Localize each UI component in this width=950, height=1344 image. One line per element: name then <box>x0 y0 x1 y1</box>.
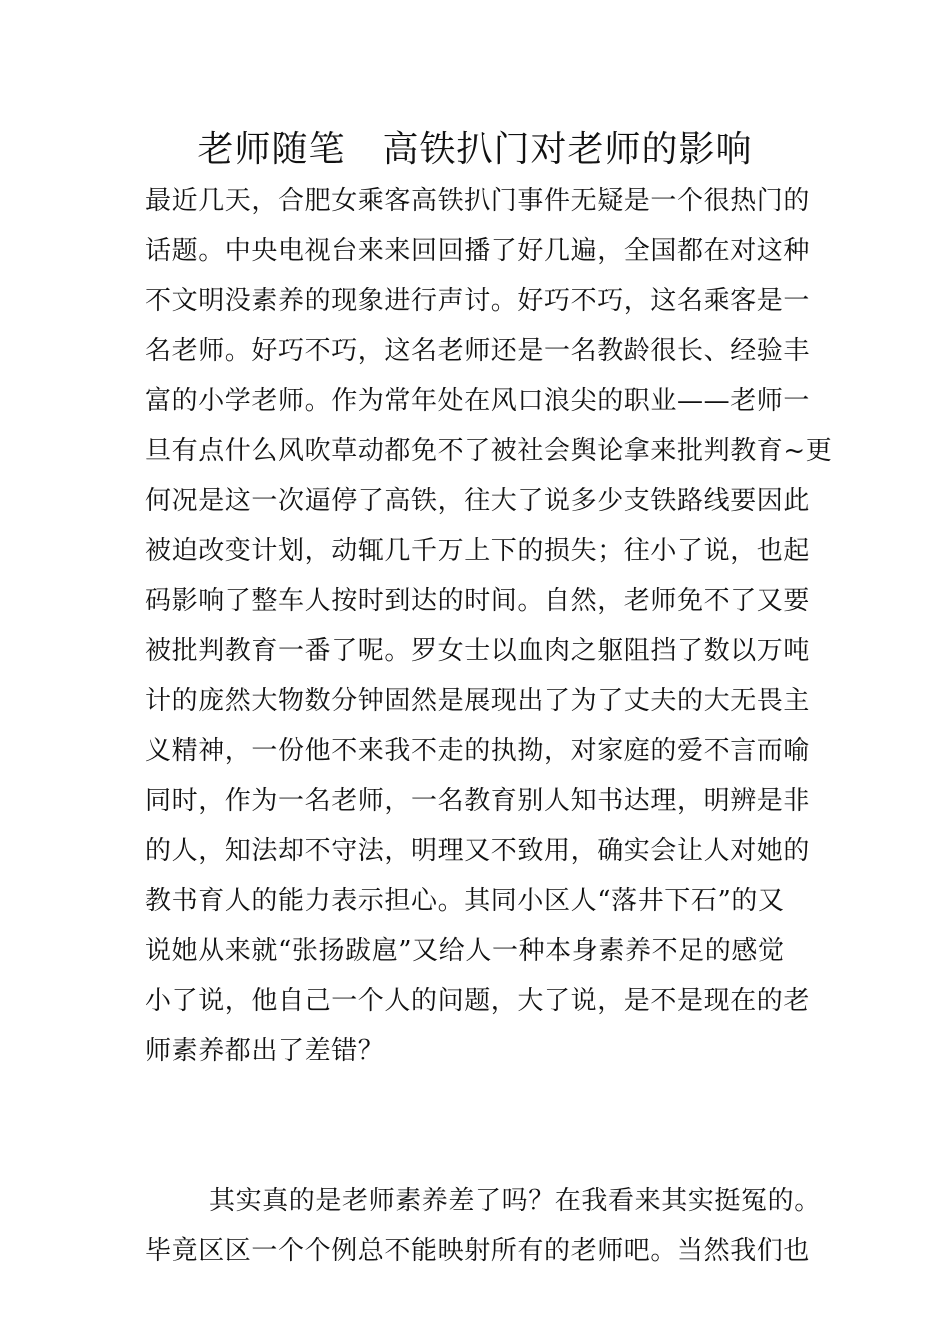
paragraph-1-line: 的人，知法却不守法，明理又不致用，确实会让人对她的 <box>145 836 811 866</box>
paragraph-2-line: 毕竟区区一个个例总不能映射所有的老师吧。当然我们也 <box>145 1236 811 1266</box>
paragraph-1-line: 同时，作为一名老师，一名教育别人知书达理，明辨是非 <box>145 786 811 816</box>
paragraph-spacer <box>145 1076 810 1126</box>
paragraph-1-line: 被迫改变计划，动辄几千万上下的损失；往小了说，也起 <box>145 536 811 566</box>
paragraph-2-line: 其实真的是老师素养差了吗？在我看来其实挺冤的。 <box>209 1186 821 1216</box>
paragraph-1-line: 最近几天，合肥女乘客高铁扒门事件无疑是一个很热门的 <box>145 186 811 216</box>
paragraph-1-line: 不文明没素养的现象进行声讨。好巧不巧，这名乘客是一 <box>145 286 811 316</box>
paragraph-1-line: 被批判教育一番了呢。罗女士以血肉之躯阻挡了数以万吨 <box>145 636 811 666</box>
paragraph-1-line: 教书育人的能力表示担心。其同小区人“落井下石”的又 <box>145 886 785 916</box>
paragraph-1-line: 码影响了整车人按时到达的时间。自然，老师免不了又要 <box>145 586 811 616</box>
paragraph-1-line: 名老师。好巧不巧，这名老师还是一名教龄很长、经验丰 <box>145 336 811 366</box>
paragraph-1-line: 小了说，他自己一个人的问题，大了说，是不是现在的老 <box>145 986 811 1016</box>
paragraph-1-line: 旦有点什么风吹草动都免不了被社会舆论拿来批判教育~更 <box>145 436 833 466</box>
paragraph-1-line: 说她从来就“张扬跋扈”又给人一种本身素养不足的感觉 <box>145 936 785 966</box>
paragraph-spacer <box>145 1126 810 1176</box>
paragraph-1-line: 何况是这一次逼停了高铁，往大了说多少支铁路线要因此 <box>145 486 811 516</box>
paragraph-1-line: 计的庞然大物数分钟固然是展现出了为了丈夫的大无畏主 <box>145 686 811 716</box>
paragraph-1-line: 师素养都出了差错？ <box>145 1036 385 1066</box>
document-body <box>145 176 833 1276</box>
document-title: 老师随笔 高铁扒门对老师的影响 <box>197 129 753 170</box>
paragraph-1-line: 义精神，一份他不来我不走的执拗，对家庭的爱不言而喻 <box>145 736 811 766</box>
paragraph-1-line: 话题。中央电视台来来回回播了好几遍，全国都在对这种 <box>145 236 811 266</box>
paragraph-1-line: 富的小学老师。作为常年处在风口浪尖的职业——老师一 <box>145 386 811 416</box>
